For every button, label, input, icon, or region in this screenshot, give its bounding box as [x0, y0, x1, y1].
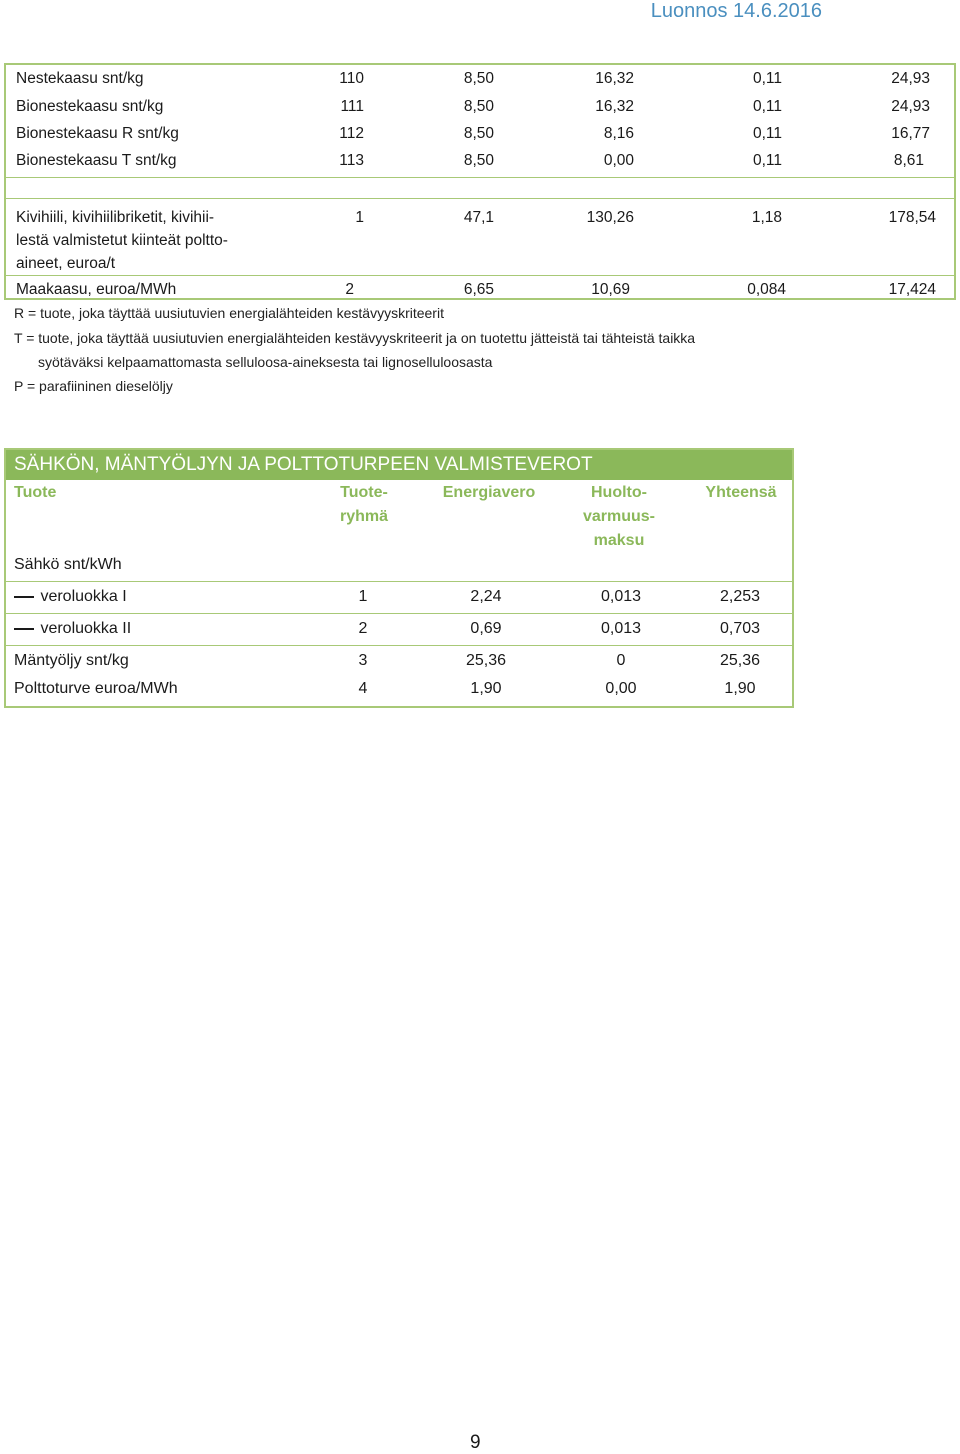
- electricity-tax-table: [4, 448, 794, 708]
- row-label: [14, 588, 127, 606]
- energy-tax-cell: 25,36: [465, 652, 507, 669]
- row-divider: [6, 645, 792, 646]
- energy-tax-cell: 47,1: [463, 209, 494, 226]
- supply-fee-cell: 0: [616, 652, 626, 669]
- total-cell: 8,61: [893, 152, 924, 169]
- co2-tax-cell: 0,00: [603, 152, 634, 169]
- header-line: Tuote-: [340, 484, 388, 501]
- supply-fee-cell: 0,013: [600, 620, 642, 637]
- energy-tax-cell: 8,50: [463, 70, 494, 87]
- dash-icon: [14, 628, 34, 630]
- product-group-cell: 113: [339, 152, 364, 169]
- co2-tax-cell: 130,26: [586, 209, 634, 226]
- header-line: maksu: [593, 532, 645, 549]
- product-group-cell: 2: [358, 620, 368, 637]
- row-label-text: veroluokka II: [40, 620, 132, 637]
- total-cell: 24,93: [891, 70, 930, 87]
- energy-tax-cell: 2,24: [470, 588, 502, 605]
- supply-fee-cell: 0,084: [747, 281, 786, 298]
- page-number: 9: [470, 1432, 481, 1453]
- product-group-cell: 110: [339, 70, 364, 87]
- footnote-t-continued: syötäväksi kelpaamattomasta selluloosa-aineksesta tai lignoselluloosasta: [38, 354, 493, 370]
- product-group-cell: 1: [355, 209, 364, 226]
- co2-tax-cell: 16,32: [595, 70, 634, 87]
- column-header-energy-tax: Energiavero: [442, 484, 536, 501]
- supply-fee-cell: 0,11: [752, 125, 782, 142]
- column-header-total: Yhteensä: [705, 484, 777, 501]
- row-label-text: veroluokka I: [40, 588, 127, 605]
- supply-fee-cell: 0,11: [752, 98, 782, 115]
- row-label: [16, 206, 228, 275]
- total-cell: 16,77: [891, 125, 930, 142]
- label-line: Kivihiili, kivihiilibriketit, kivihii-: [16, 209, 215, 226]
- header-line: varmuus-: [582, 508, 656, 525]
- total-cell: 178,54: [888, 209, 936, 226]
- energy-tax-cell: 1,90: [470, 680, 502, 697]
- product-group-cell: 2: [345, 281, 354, 298]
- column-header-supply-fee: [574, 481, 664, 553]
- footnote-t: T = tuote, joka täyttää uusiutuvien energialähteiden kestävyyskriteerit ja on tuotettu jätteistä tai tähteistä taikka: [14, 330, 696, 346]
- header-line: Huolto-: [591, 484, 647, 501]
- row-divider: [6, 177, 954, 178]
- row-divider: [6, 198, 954, 199]
- dash-icon: [14, 596, 34, 598]
- product-group-cell: 3: [358, 652, 368, 669]
- energy-tax-cell: 8,50: [463, 125, 494, 142]
- row-label: Bionestekaasu R snt/kg: [16, 125, 179, 142]
- co2-tax-cell: 10,69: [591, 281, 630, 298]
- label-line: aineet, euroa/t: [16, 255, 116, 272]
- product-group-cell: 4: [358, 680, 368, 697]
- fuel-tax-table: [4, 63, 956, 300]
- row-divider: [6, 581, 792, 582]
- total-cell: 0,703: [719, 620, 761, 637]
- energy-tax-cell: 0,69: [470, 620, 502, 637]
- row-label: Nestekaasu snt/kg: [16, 70, 144, 87]
- row-label: Bionestekaasu snt/kg: [16, 98, 164, 115]
- total-cell: 17,424: [888, 281, 936, 298]
- energy-tax-cell: 6,65: [463, 281, 494, 298]
- row-divider: [6, 275, 954, 276]
- total-cell: 24,93: [891, 98, 930, 115]
- product-group-cell: 111: [340, 98, 364, 115]
- draft-date-header: Luonnos 14.6.2016: [650, 0, 822, 22]
- header-line: ryhmä: [339, 508, 389, 525]
- footnote-r: R = tuote, joka täyttää uusiutuvien energialähteiden kestävyyskriteerit: [14, 305, 444, 321]
- total-cell: 1,90: [724, 680, 756, 697]
- row-label: Bionestekaasu T snt/kg: [16, 152, 177, 169]
- column-header-product: Tuote: [14, 484, 57, 501]
- total-cell: 25,36: [719, 652, 761, 669]
- supply-fee-cell: 1,18: [751, 209, 782, 226]
- row-divider: [6, 613, 792, 614]
- row-label: Maakaasu, euroa/MWh: [16, 281, 177, 298]
- section-label: Sähkö snt/kWh: [14, 556, 122, 573]
- product-group-cell: 1: [358, 588, 368, 605]
- label-line: lestä valmistetut kiinteät poltto-: [16, 232, 228, 249]
- co2-tax-cell: 8,16: [603, 125, 634, 142]
- energy-tax-cell: 8,50: [463, 98, 494, 115]
- supply-fee-cell: 0,013: [600, 588, 642, 605]
- footnote-p: P = parafiininen dieselöljy: [14, 378, 173, 394]
- supply-fee-cell: 0,00: [605, 680, 637, 697]
- table-title: SÄHKÖN, MÄNTYÖLJYN JA POLTTOTURPEEN VALMISTEVEROT: [6, 450, 792, 480]
- supply-fee-cell: 0,11: [752, 70, 782, 87]
- co2-tax-cell: 16,32: [595, 98, 634, 115]
- energy-tax-cell: 8,50: [463, 152, 494, 169]
- supply-fee-cell: 0,11: [752, 152, 782, 169]
- row-label: Polttoturve euroa/MWh: [14, 680, 178, 697]
- row-label: Mäntyöljy snt/kg: [14, 652, 129, 669]
- column-header-group: [328, 481, 400, 529]
- total-cell: 2,253: [719, 588, 761, 605]
- product-group-cell: 112: [339, 125, 364, 142]
- row-label: [14, 620, 131, 638]
